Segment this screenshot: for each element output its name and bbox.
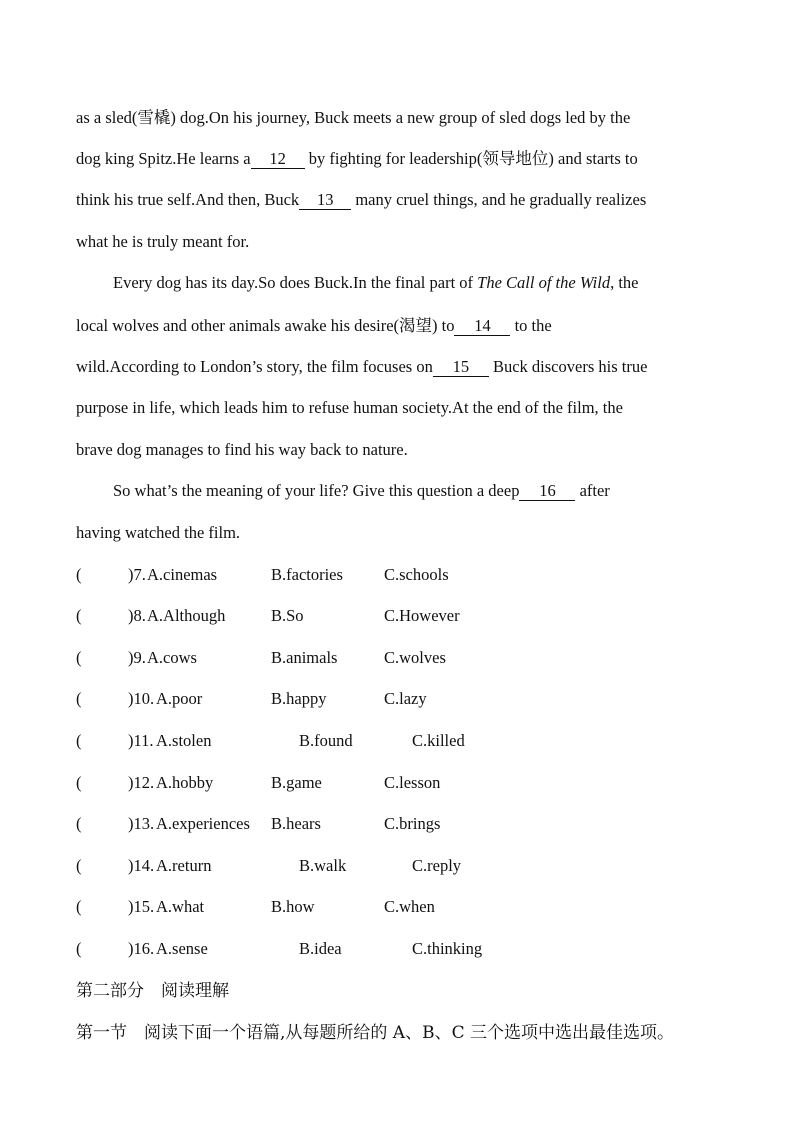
passage-text: Buck discovers his true — [488, 357, 648, 376]
passage-text: Every dog has its day.So does Buck.In the final part of — [113, 273, 478, 292]
question-number: )10. — [128, 689, 155, 708]
passage-line: having watched the film. — [76, 523, 241, 542]
answer-paren[interactable]: ( — [76, 897, 82, 916]
passage-line: what he is truly meant for. — [76, 232, 250, 251]
question-row — [76, 648, 736, 670]
question-number: )8. — [128, 606, 146, 625]
passage-line: as a sled(雪橇) dog.On his journey, Buck meets a new group of sled dogs led by the — [76, 108, 631, 127]
passage-text: So what’s the meaning of your life? Give this question a deep — [113, 481, 520, 500]
answer-paren[interactable]: ( — [76, 648, 82, 667]
answer-paren[interactable]: ( — [76, 731, 82, 750]
passage-line — [113, 481, 610, 501]
question-row — [76, 814, 736, 836]
blank-14[interactable]: 14 — [454, 317, 510, 336]
option-c[interactable]: C.thinking — [412, 939, 483, 958]
question-row — [76, 939, 736, 961]
answer-paren[interactable]: ( — [76, 689, 82, 708]
blank-16[interactable]: 16 — [519, 482, 575, 501]
passage-text: , the — [610, 273, 639, 292]
question-row — [76, 856, 736, 878]
option-b[interactable]: B.animals — [271, 648, 338, 667]
option-c[interactable]: C.killed — [412, 731, 465, 750]
blank-12[interactable]: 12 — [251, 150, 305, 169]
answer-paren[interactable]: ( — [76, 814, 82, 833]
passage-text: after — [575, 481, 610, 500]
passage-line: purpose in life, which leads him to refuse human society.At the end of the film, the — [76, 398, 623, 417]
passage-line — [76, 357, 647, 377]
option-c[interactable]: C.when — [384, 897, 435, 916]
question-row — [76, 897, 736, 919]
question-number: )9. — [128, 648, 146, 667]
option-a[interactable]: A.cows — [147, 648, 197, 667]
option-c[interactable]: C.However — [384, 606, 460, 625]
question-row — [76, 773, 736, 795]
option-a[interactable]: A.stolen — [156, 731, 212, 750]
passage-text: wild.According to London’s story, the film focuses on — [76, 357, 433, 376]
answer-paren[interactable]: ( — [76, 606, 82, 625]
question-number: )16. — [128, 939, 155, 958]
option-b[interactable]: B.game — [271, 773, 322, 792]
passage-line — [76, 190, 646, 210]
option-b[interactable]: B.hears — [271, 814, 321, 833]
passage-text: by fighting for leadership(领导地位) and starts to — [304, 149, 638, 168]
part-title: 第二部分 阅读理解 — [76, 981, 229, 1001]
answer-paren[interactable]: ( — [76, 565, 82, 584]
option-a[interactable]: A.return — [156, 856, 212, 875]
option-b[interactable]: B.factories — [271, 565, 343, 584]
question-row — [76, 689, 736, 711]
option-b[interactable]: B.idea — [299, 939, 342, 958]
answer-paren[interactable]: ( — [76, 773, 82, 792]
option-c[interactable]: C.reply — [412, 856, 462, 875]
blank-15[interactable]: 15 — [433, 358, 489, 377]
option-b[interactable]: B.found — [299, 731, 353, 750]
option-a[interactable]: A.poor — [156, 689, 203, 708]
passage-line — [76, 316, 552, 336]
option-a[interactable]: A.cinemas — [147, 565, 218, 584]
option-a[interactable]: A.what — [156, 897, 205, 916]
option-b[interactable]: B.how — [271, 897, 315, 916]
question-number: )13. — [128, 814, 155, 833]
option-c[interactable]: C.wolves — [384, 648, 446, 667]
option-a[interactable]: A.Although — [147, 606, 226, 625]
film-title: The Call of the Wild — [477, 273, 611, 292]
question-row — [76, 606, 736, 628]
option-c[interactable]: C.schools — [384, 565, 449, 584]
passage-line — [113, 273, 639, 293]
option-c[interactable]: C.brings — [384, 814, 441, 833]
passage-text: to the — [510, 316, 552, 335]
option-c[interactable]: C.lesson — [384, 773, 441, 792]
passage-text: many cruel things, and he gradually realizes — [351, 190, 647, 209]
option-a[interactable]: A.experiences — [156, 814, 250, 833]
section-instruction: 第一节 阅读下面一个语篇,从每题所给的 A、B、C 三个选项中选出最佳选项。 — [76, 1023, 674, 1043]
passage-text: dog king Spitz.He learns a — [76, 149, 251, 168]
option-b[interactable]: B.happy — [271, 689, 327, 708]
question-number: )7. — [128, 565, 146, 584]
passage-line: brave dog manages to find his way back to nature. — [76, 440, 408, 459]
passage-text: local wolves and other animals awake his desire(渴望) to — [76, 316, 455, 335]
answer-paren[interactable]: ( — [76, 856, 82, 875]
option-b[interactable]: B.walk — [299, 856, 347, 875]
blank-13[interactable]: 13 — [299, 191, 351, 210]
question-number: )15. — [128, 897, 155, 916]
question-number: )12. — [128, 773, 155, 792]
option-b[interactable]: B.So — [271, 606, 304, 625]
question-number: )14. — [128, 856, 155, 875]
answer-paren[interactable]: ( — [76, 939, 82, 958]
passage-text: think his true self.And then, Buck — [76, 190, 300, 209]
option-c[interactable]: C.lazy — [384, 689, 427, 708]
option-a[interactable]: A.sense — [156, 939, 208, 958]
question-number: )11. — [128, 731, 154, 750]
passage-line — [76, 149, 638, 169]
question-row — [76, 731, 736, 753]
option-a[interactable]: A.hobby — [156, 773, 214, 792]
question-row — [76, 565, 736, 587]
